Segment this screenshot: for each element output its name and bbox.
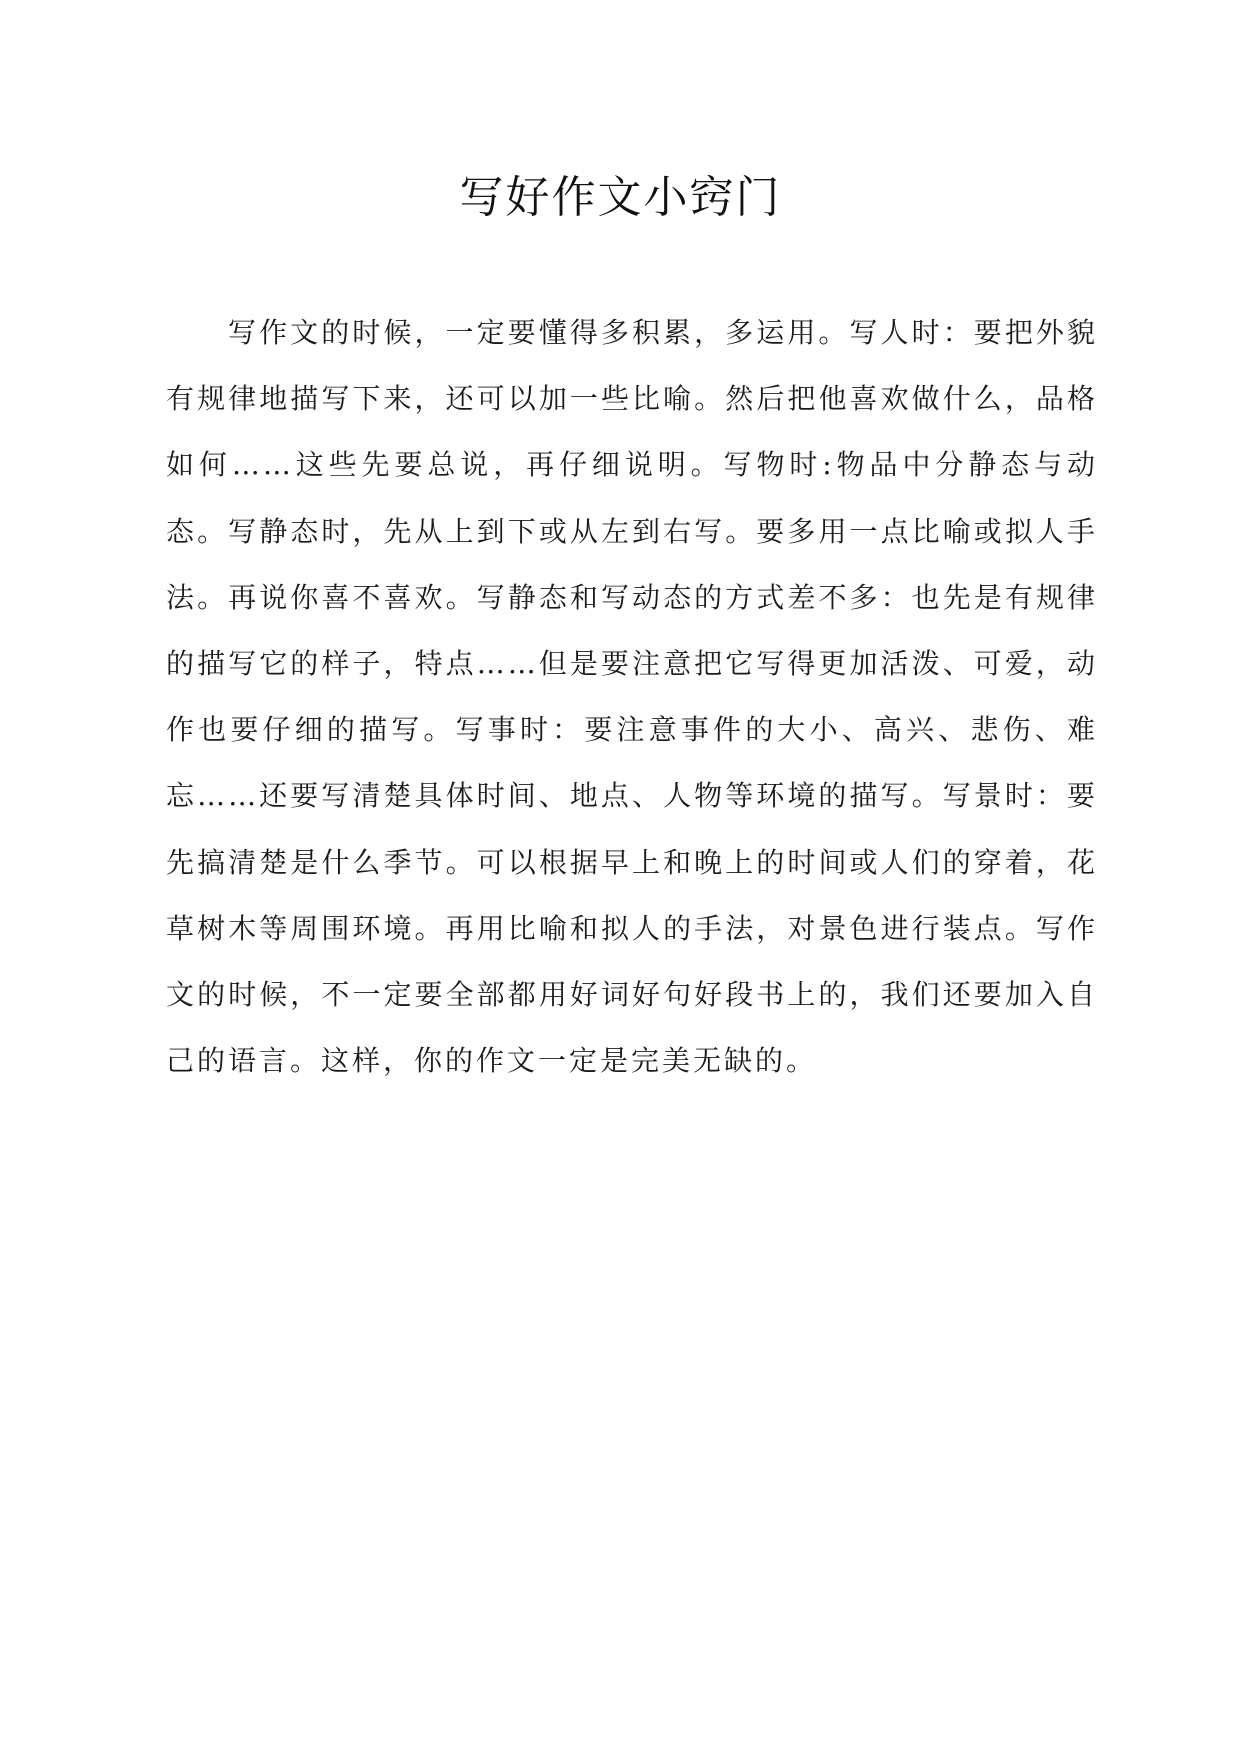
document-title: 写好作文小窍门 xyxy=(459,172,782,223)
body-paragraph: 写作文的时候，一定要懂得多积累，多运用。写人时：要把外貌有规律地描写下来，还可以加一些比喻。然后把他喜欢做什么，品格如何……这些先要总说，再仔细说明。写物时:物品中分静态与动态。写静态时，先从上到下或从左到右写。要多用一点比喻或拟人手法。再说你喜不喜欢。写静态和写动态的方式差不多：也先是有规律的描写它的样子，特点……但是要注意把它写得更加活泼、可爱，动作也要仔细的描写。写事时：要注意事件的大小、高兴、悲伤、难忘……还要写清楚具体时间、地点、人物等环境的描写。写景时：要先搞清楚是什么季节。可以根据早上和晚上的时间或人们的穿着，花草树木等周围环境。再用比喻和拟人的手法，对景色进行装点。写作文的时候，不一定要全部都用好词好句好段书上的，我们还要加入自己的语言。这样，你的作文一定是完美无缺的。 xyxy=(166,316,1098,1078)
